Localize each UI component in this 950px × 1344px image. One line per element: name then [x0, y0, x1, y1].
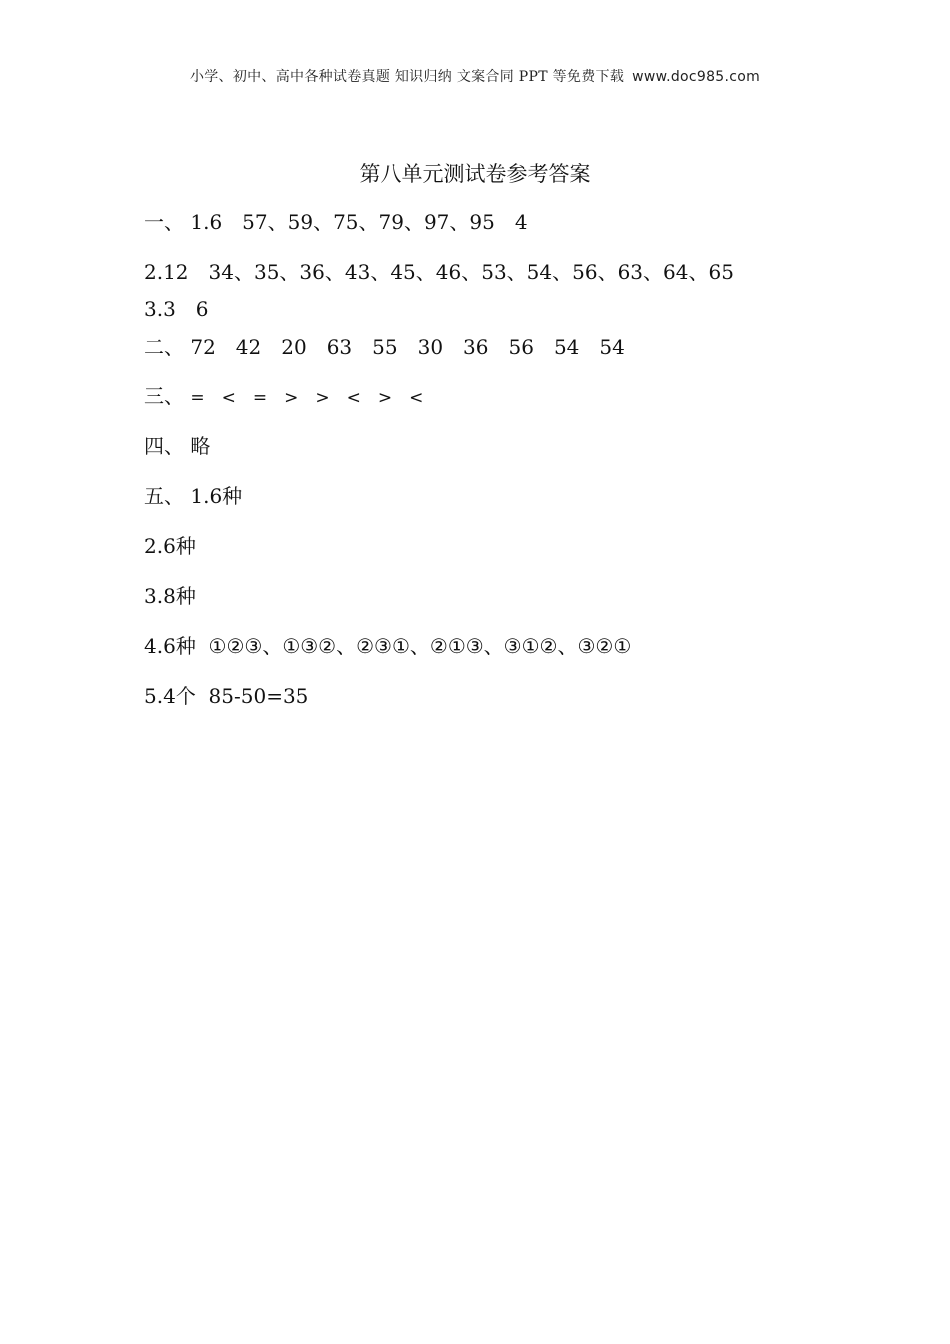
answer-section-5-q4: [144, 633, 631, 659]
section-2-text: 72 42 20 63 55 30 36 56 54 54: [190, 335, 625, 359]
section-4-text: 略: [190, 434, 211, 458]
section-1-q3-text: 3.3 6: [144, 297, 209, 321]
answer-section-1-q3: [144, 296, 209, 322]
section-5-q5-detail: 85-50=35: [208, 684, 309, 708]
section-1-label: 一、: [144, 210, 184, 234]
page-header: [0, 66, 950, 86]
section-5-q5-num: 5.4: [144, 684, 176, 708]
section-5-q4-num: 4.6: [144, 634, 176, 658]
header-text: 小学、初中、高中各种试卷真题 知识归纳 文案合同 PPT 等免费下载: [189, 69, 625, 85]
answer-section-3: [144, 383, 423, 411]
section-5-q2-unit: 种: [175, 534, 196, 558]
header-site-link[interactable]: www.doc985.com: [632, 69, 761, 85]
answer-section-4: [144, 433, 210, 459]
section-5-label: 五、: [144, 484, 184, 508]
section-3-label: 三、: [144, 384, 184, 408]
answer-section-1-q1: [144, 209, 528, 235]
section-1-q2-text: 2.12 34、35、36、43、45、46、53、54、56、63、64、65: [144, 260, 734, 284]
section-5-q2-num: 2.6: [144, 534, 176, 558]
answer-section-1-q2: [144, 259, 734, 285]
section-5-q4-detail: ①②③、①③②、②③①、②①③、③①②、③②①: [208, 634, 632, 658]
section-4-label: 四、: [144, 434, 184, 458]
answer-section-5-q5: [144, 683, 308, 709]
section-5-q4-unit: 种: [175, 634, 196, 658]
answer-section-5-q1: [144, 483, 242, 509]
section-5-q3-num: 3.8: [144, 584, 176, 608]
page-title: 第八单元测试卷参考答案: [359, 162, 591, 186]
section-5-q3-unit: 种: [175, 584, 196, 608]
answer-section-5-q3: [144, 583, 196, 609]
answer-section-5-q2: [144, 533, 196, 559]
section-1-q1-text: 1.6 57、59、75、79、97、95 4: [190, 210, 528, 234]
section-5-q1-unit: 种: [222, 484, 243, 508]
answer-section-2: [144, 334, 625, 360]
section-5-q5-unit: 个: [175, 684, 196, 708]
section-3-text: = < = > > < > <: [190, 388, 424, 408]
section-5-q1-num: 1.6: [190, 484, 223, 508]
section-2-label: 二、: [144, 335, 184, 359]
